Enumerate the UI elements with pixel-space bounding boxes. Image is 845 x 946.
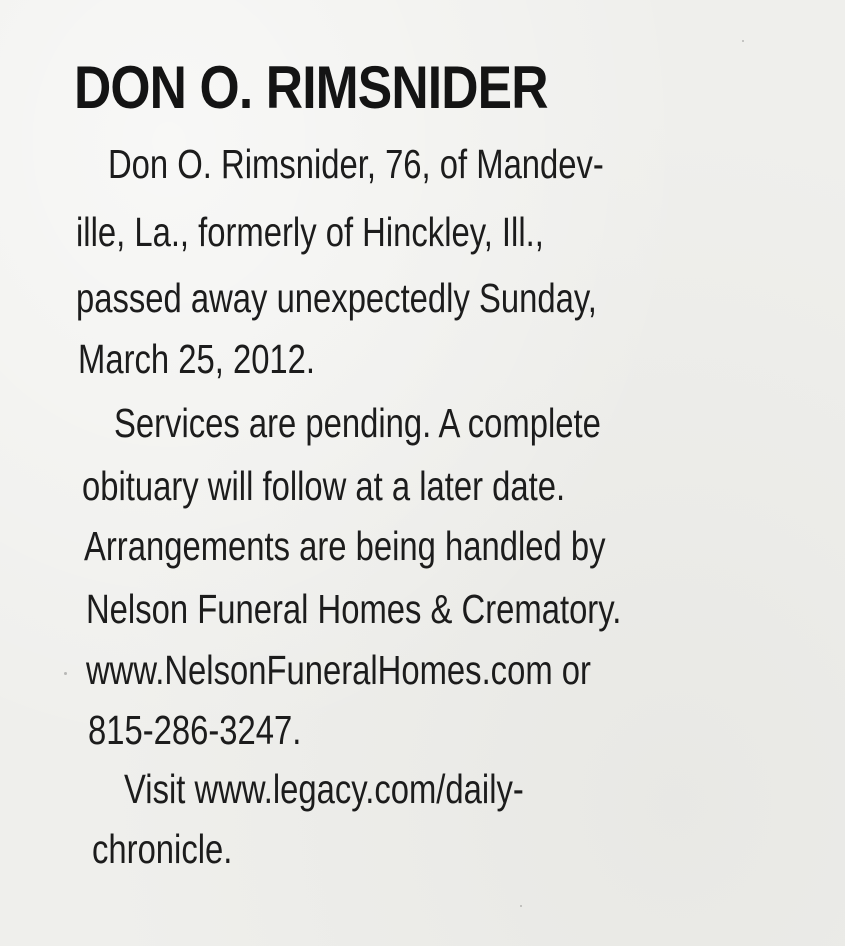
obituary-line: 815-286-3247. (88, 707, 302, 753)
obituary-line: Don O. Rimsnider, 76, of Mandev- (108, 141, 604, 187)
obituary-line: March 25, 2012. (78, 336, 316, 382)
paper-speck (520, 905, 522, 907)
obituary-line: chronicle. (92, 826, 233, 872)
obituary-line: passed away unexpectedly Sunday, (76, 275, 597, 321)
obituary-line: Visit www.legacy.com/daily- (124, 766, 524, 812)
obituary-line: www.NelsonFuneralHomes.com or (86, 647, 591, 693)
obituary-headline: DON O. RIMSNIDER (74, 54, 548, 121)
paper-speck (742, 40, 744, 42)
obituary-line: Arrangements are being handled by (84, 523, 606, 569)
obituary-line: Services are pending. A complete (114, 400, 601, 446)
obituary-line: Nelson Funeral Homes & Crematory. (86, 586, 622, 632)
obituary-line: ille, La., formerly of Hinckley, Ill., (76, 209, 544, 255)
obituary-line: obituary will follow at a later date. (82, 463, 566, 509)
paper-speck (64, 672, 67, 675)
